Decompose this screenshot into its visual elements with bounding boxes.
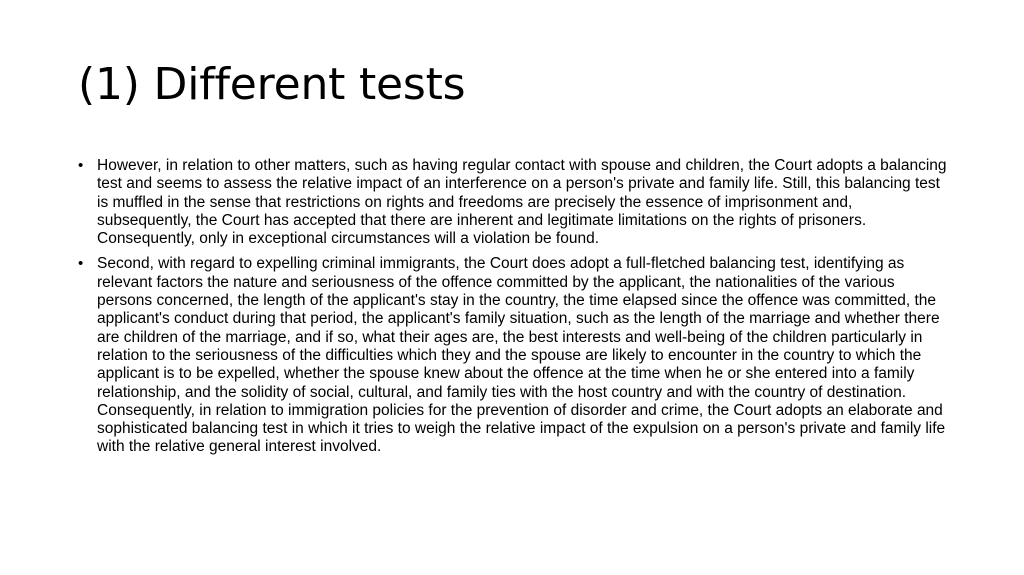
bullet-list (78, 157, 950, 464)
bullet-marker: • (78, 157, 84, 174)
bullet-text: However, in relation to other matters, such as having regular contact with spouse and children, the Court adopts a balancing test and seems to assess the relative impact of an interference on a person's private and family life. Still, this balancing test is muffled in the sense that restrictions on rights and freedoms are precisely the essence of imprisonment and, subsequently, the Court has accepted that there are inherent and legitimate limitations on the rights of prisoners. Consequently, only in exceptional circumstances will a violation be found. (97, 157, 947, 248)
bullet-item (78, 157, 950, 248)
bullet-text: Second, with regard to expelling criminal immigrants, the Court does adopt a full-fletched balancing test, identifying as relevant factors the nature and seriousness of the offence committed by the applicant, the nationalities of the various persons concerned, the length of the applicant's stay in the country, the time elapsed since the offence was committed, the applicant's conduct during that period, the applicant's family situation, such as the length of the marriage and whether there are children of the marriage, and if so, what their ages are, the best interests and well-being of the children particularly in relation to the seriousness of the difficulties which they and the spouse are likely to encounter in the country to which the applicant is to be expelled, whether the spouse knew about the offence at the time when he or she entered into a family relationship, and the solidity of social, cultural, and family ties with the host country and with the country of destination. Consequently, in relation to immigration policies for the prevention of disorder and crime, the Court adopts an elaborate and sophisticated balancing test in which it tries to weigh the relative impact of the expulsion on a person's private and family life with the relative general interest involved. (97, 255, 946, 456)
bullet-item (78, 255, 950, 456)
slide-title: (1) Different tests (78, 59, 466, 110)
bullet-marker: • (78, 255, 84, 273)
